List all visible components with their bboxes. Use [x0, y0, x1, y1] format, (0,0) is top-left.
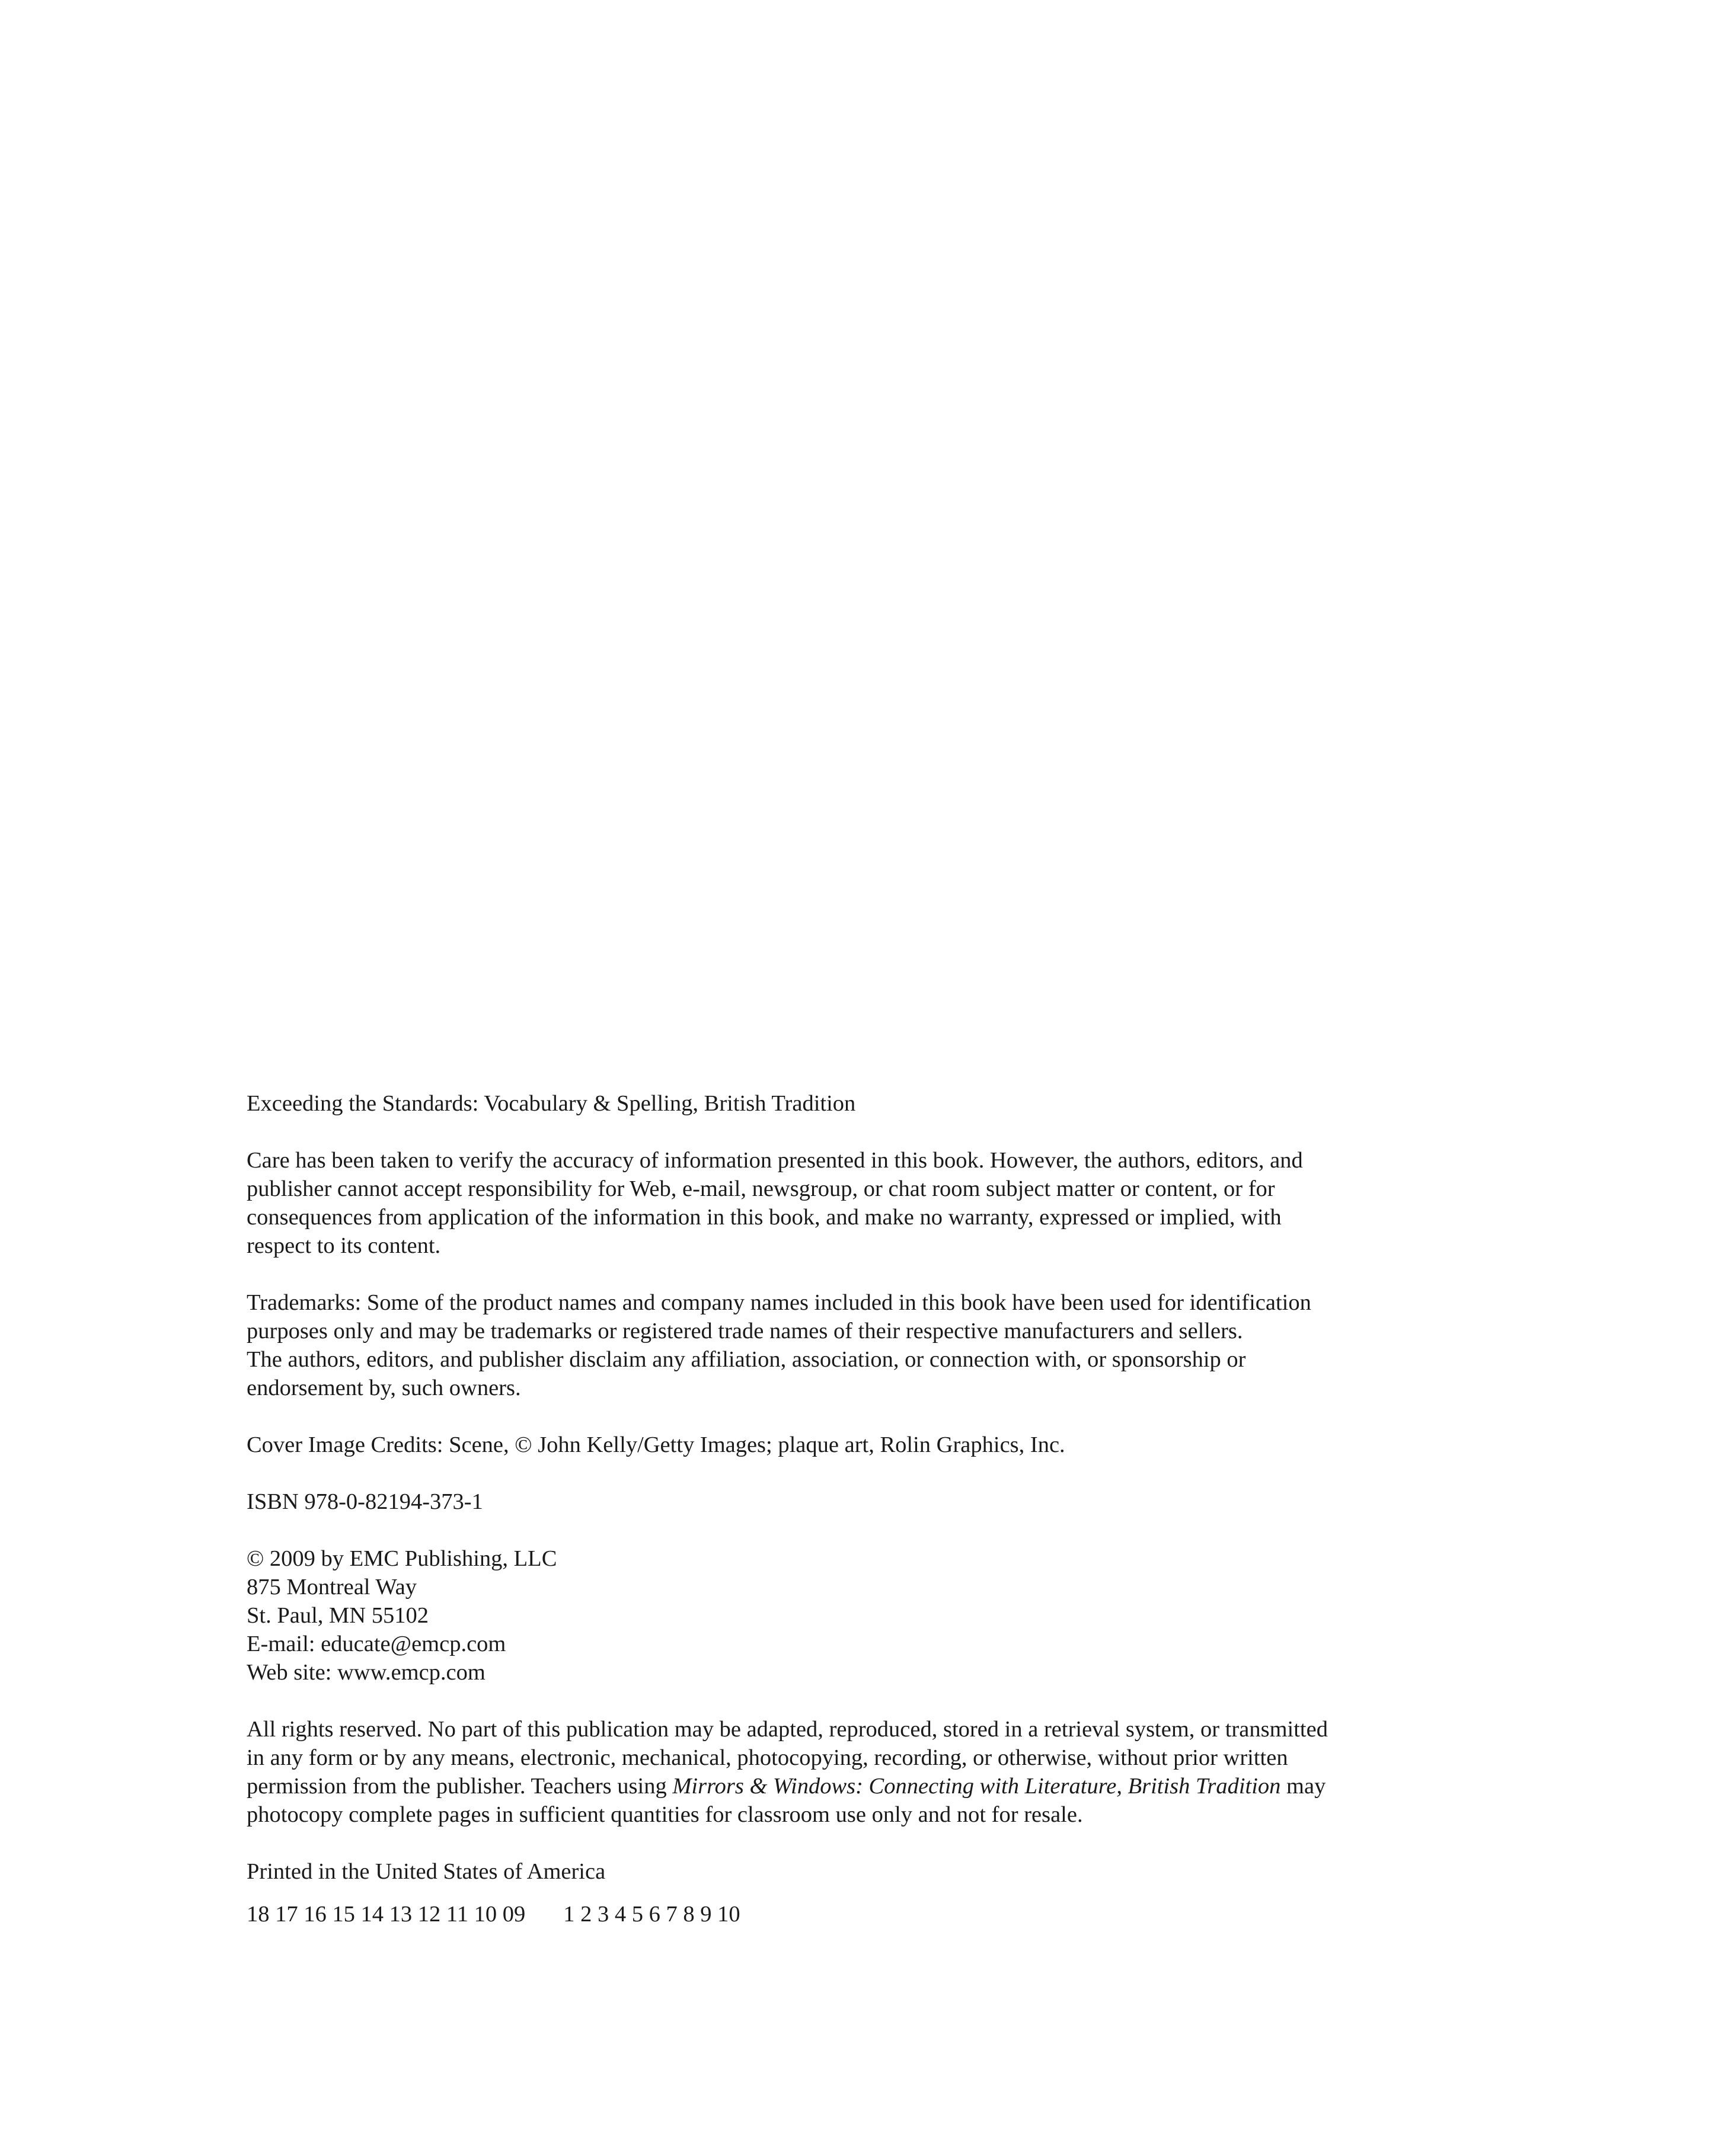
publisher-email: E-mail: educate@emcp.com — [247, 1632, 506, 1656]
disclaimer-paragraph — [247, 1146, 1438, 1260]
book-title-text: Exceeding the Standards: Vocabulary & Spelling, British Tradition — [247, 1091, 856, 1116]
copyright-page — [247, 1089, 1438, 1957]
printing-numbers: 1 2 3 4 5 6 7 8 9 10 — [563, 1902, 740, 1927]
trademarks-line: Trademarks: Some of the product names and company names included in this book have been used for identification — [247, 1290, 1311, 1315]
rights-line-text: may — [1280, 1774, 1326, 1799]
book-title — [247, 1089, 1438, 1118]
disclaimer-line: Care has been taken to verify the accuracy of information presented in this book. However, the authors, editors, and — [247, 1148, 1303, 1173]
printed-in-text: Printed in the United States of America — [247, 1859, 606, 1884]
rights-line-text: permission from the publisher. Teachers using — [247, 1774, 673, 1799]
trademarks-line: endorsement by, such owners. — [247, 1376, 521, 1400]
rights-paragraph — [247, 1715, 1438, 1829]
rights-line — [247, 1772, 1438, 1800]
series-title: Mirrors & Windows: Connecting with Literature, British Tradition — [672, 1774, 1281, 1799]
rights-line: All rights reserved. No part of this publication may be adapted, reproduced, stored in a retrieval system, or transmitted — [247, 1717, 1328, 1742]
publisher-website: Web site: www.emcp.com — [247, 1660, 486, 1685]
trademarks-line: purposes only and may be trademarks or registered trade names of their respective manufacturers and sellers. — [247, 1319, 1243, 1343]
publisher-copyright: © 2009 by EMC Publishing, LLC — [247, 1546, 557, 1571]
printing-line — [247, 1900, 1438, 1928]
trademarks-line: The authors, editors, and publisher disclaim any affiliation, association, or connection with, or sponsorship or — [247, 1347, 1246, 1372]
cover-credits-text: Cover Image Credits: Scene, © John Kelly/Getty Images; plaque art, Rolin Graphics, Inc. — [247, 1432, 1065, 1457]
cover-credits — [247, 1431, 1438, 1459]
trademarks-paragraph — [247, 1288, 1438, 1402]
disclaimer-line: respect to its content. — [247, 1233, 441, 1258]
rights-line: photocopy complete pages in sufficient quantities for classroom use only and not for resale. — [247, 1802, 1083, 1827]
disclaimer-line: publisher cannot accept responsibility for Web, e-mail, newsgroup, or chat room subject matter or content, or for — [247, 1176, 1275, 1201]
publisher-city: St. Paul, MN 55102 — [247, 1603, 429, 1628]
isbn-text: ISBN 978-0-82194-373-1 — [247, 1489, 483, 1514]
printing-years: 18 17 16 15 14 13 12 11 10 09 — [247, 1902, 526, 1927]
disclaimer-line: consequences from application of the information in this book, and make no warranty, expressed or implied, with — [247, 1205, 1282, 1230]
rights-line: in any form or by any means, electronic, mechanical, photocopying, recording, or otherwise, without prior written — [247, 1745, 1288, 1770]
publisher-address — [247, 1544, 1438, 1687]
isbn — [247, 1488, 1438, 1516]
printed-in — [247, 1857, 1438, 1886]
publisher-street: 875 Montreal Way — [247, 1575, 417, 1600]
